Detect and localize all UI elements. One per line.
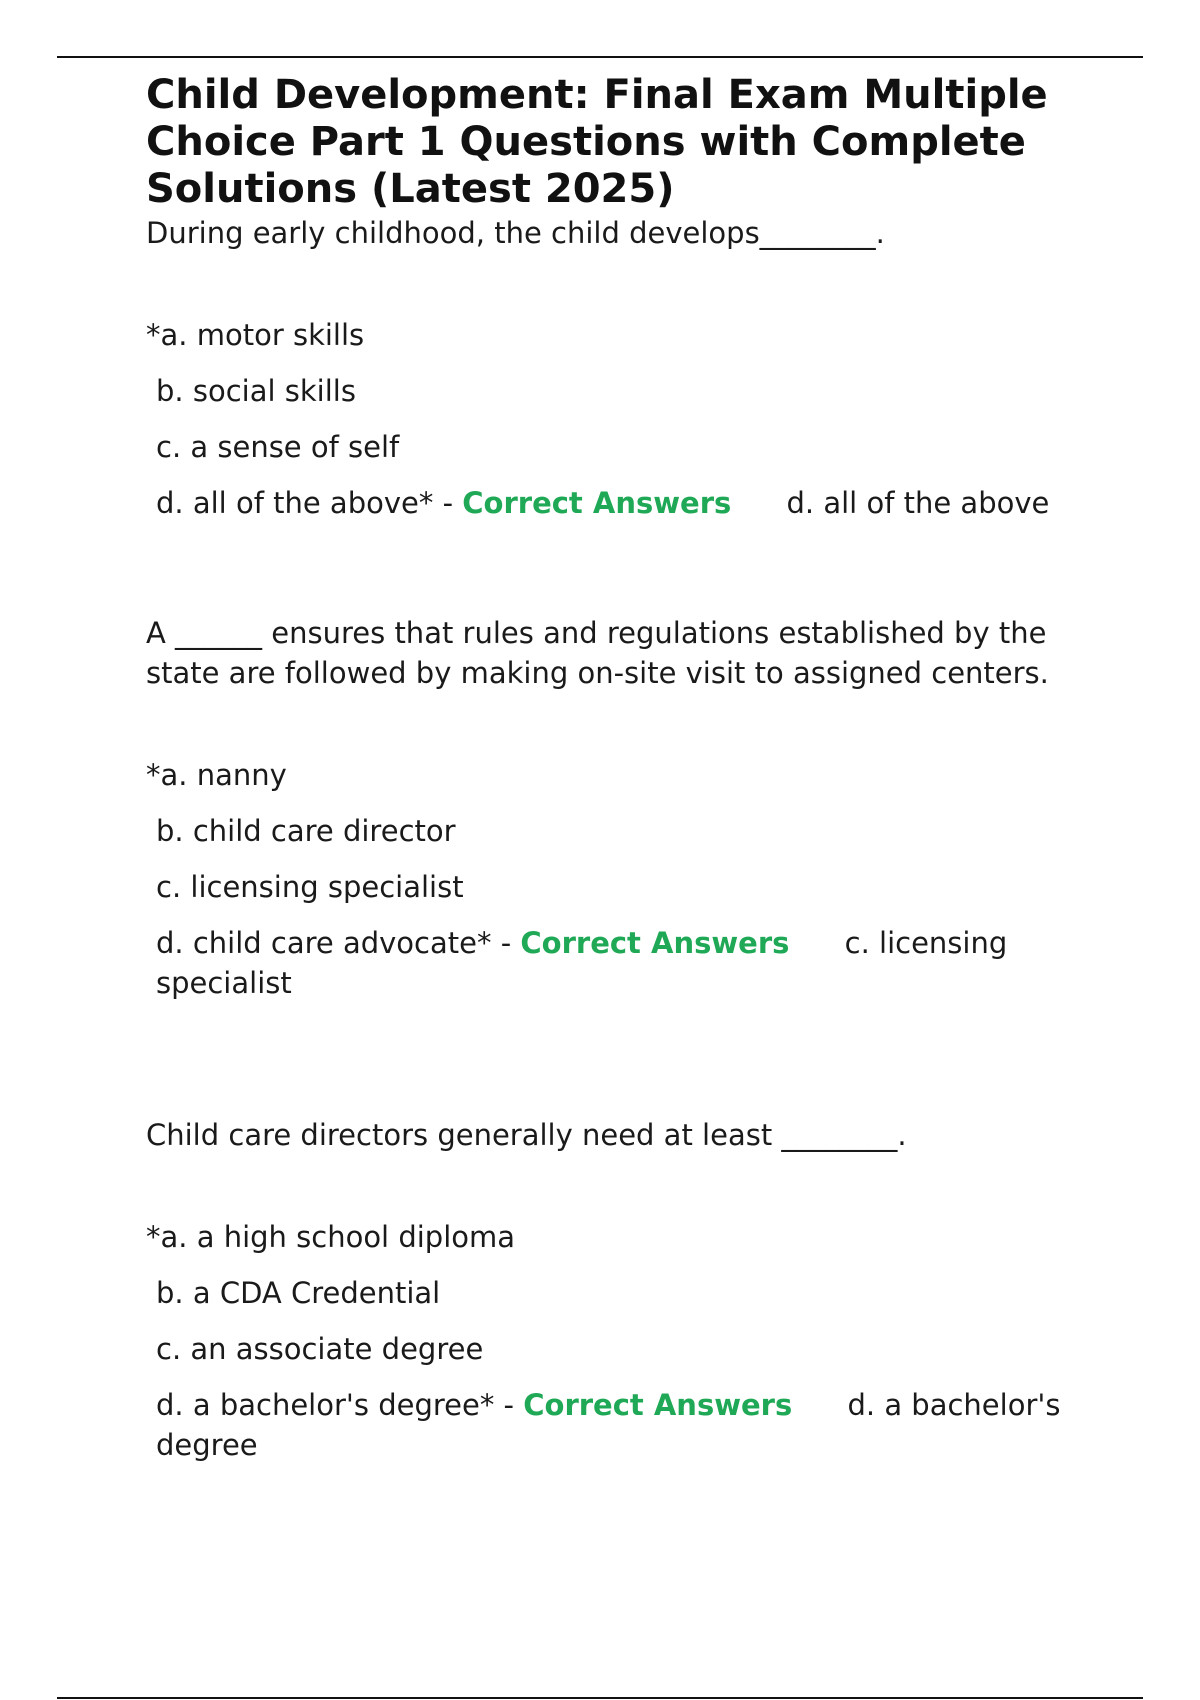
option-d: d. child care advocate* - — [156, 926, 512, 960]
option-c: c. a sense of self — [156, 430, 400, 464]
option-b: b. child care director — [156, 814, 456, 848]
correct-answers-label: Correct Answers — [520, 926, 790, 960]
option-b: b. a CDA Credential — [156, 1276, 441, 1310]
option-c: c. licensing specialist — [156, 870, 464, 904]
option-a: *a. nanny — [146, 758, 287, 792]
option-list — [146, 755, 1096, 1003]
question-prompt: During early childhood, the child develops________. — [146, 216, 885, 250]
option-a: *a. a high school diploma — [146, 1220, 516, 1254]
answer-text: c. licensing specialist — [156, 926, 1008, 1000]
document-title: Child Development: Final Exam Multiple Choice Part 1 Questions with Complete Solutions (Latest 2025) — [146, 72, 1048, 212]
option-b: b. social skills — [156, 374, 356, 408]
question-block — [146, 613, 1096, 1003]
option-d: d. a bachelor's degree* - — [156, 1388, 515, 1422]
option-c: c. an associate degree — [156, 1332, 484, 1366]
answer-text: d. all of the above — [786, 486, 1050, 520]
question-block — [146, 1115, 1096, 1465]
option-d: d. all of the above* - — [156, 486, 454, 520]
question-prompt: Child care directors generally need at least ________. — [146, 1118, 907, 1152]
correct-answers-label: Correct Answers — [462, 486, 732, 520]
option-list — [146, 315, 1096, 523]
top-rule — [57, 56, 1143, 58]
question-prompt: A ______ ensures that rules and regulations established by the state are followed by making on-site visit to assigned centers. — [146, 616, 1049, 690]
question-block — [146, 213, 1096, 523]
answer-text: d. a bachelor's degree — [156, 1388, 1061, 1462]
option-d-with-answer — [146, 1385, 1096, 1465]
bottom-rule — [57, 1697, 1143, 1699]
option-a: *a. motor skills — [146, 318, 365, 352]
correct-answers-label: Correct Answers — [523, 1388, 793, 1422]
option-d-with-answer — [146, 923, 1096, 1003]
option-d-with-answer — [146, 483, 1096, 523]
document-body — [146, 72, 1096, 1481]
option-list — [146, 1217, 1096, 1465]
